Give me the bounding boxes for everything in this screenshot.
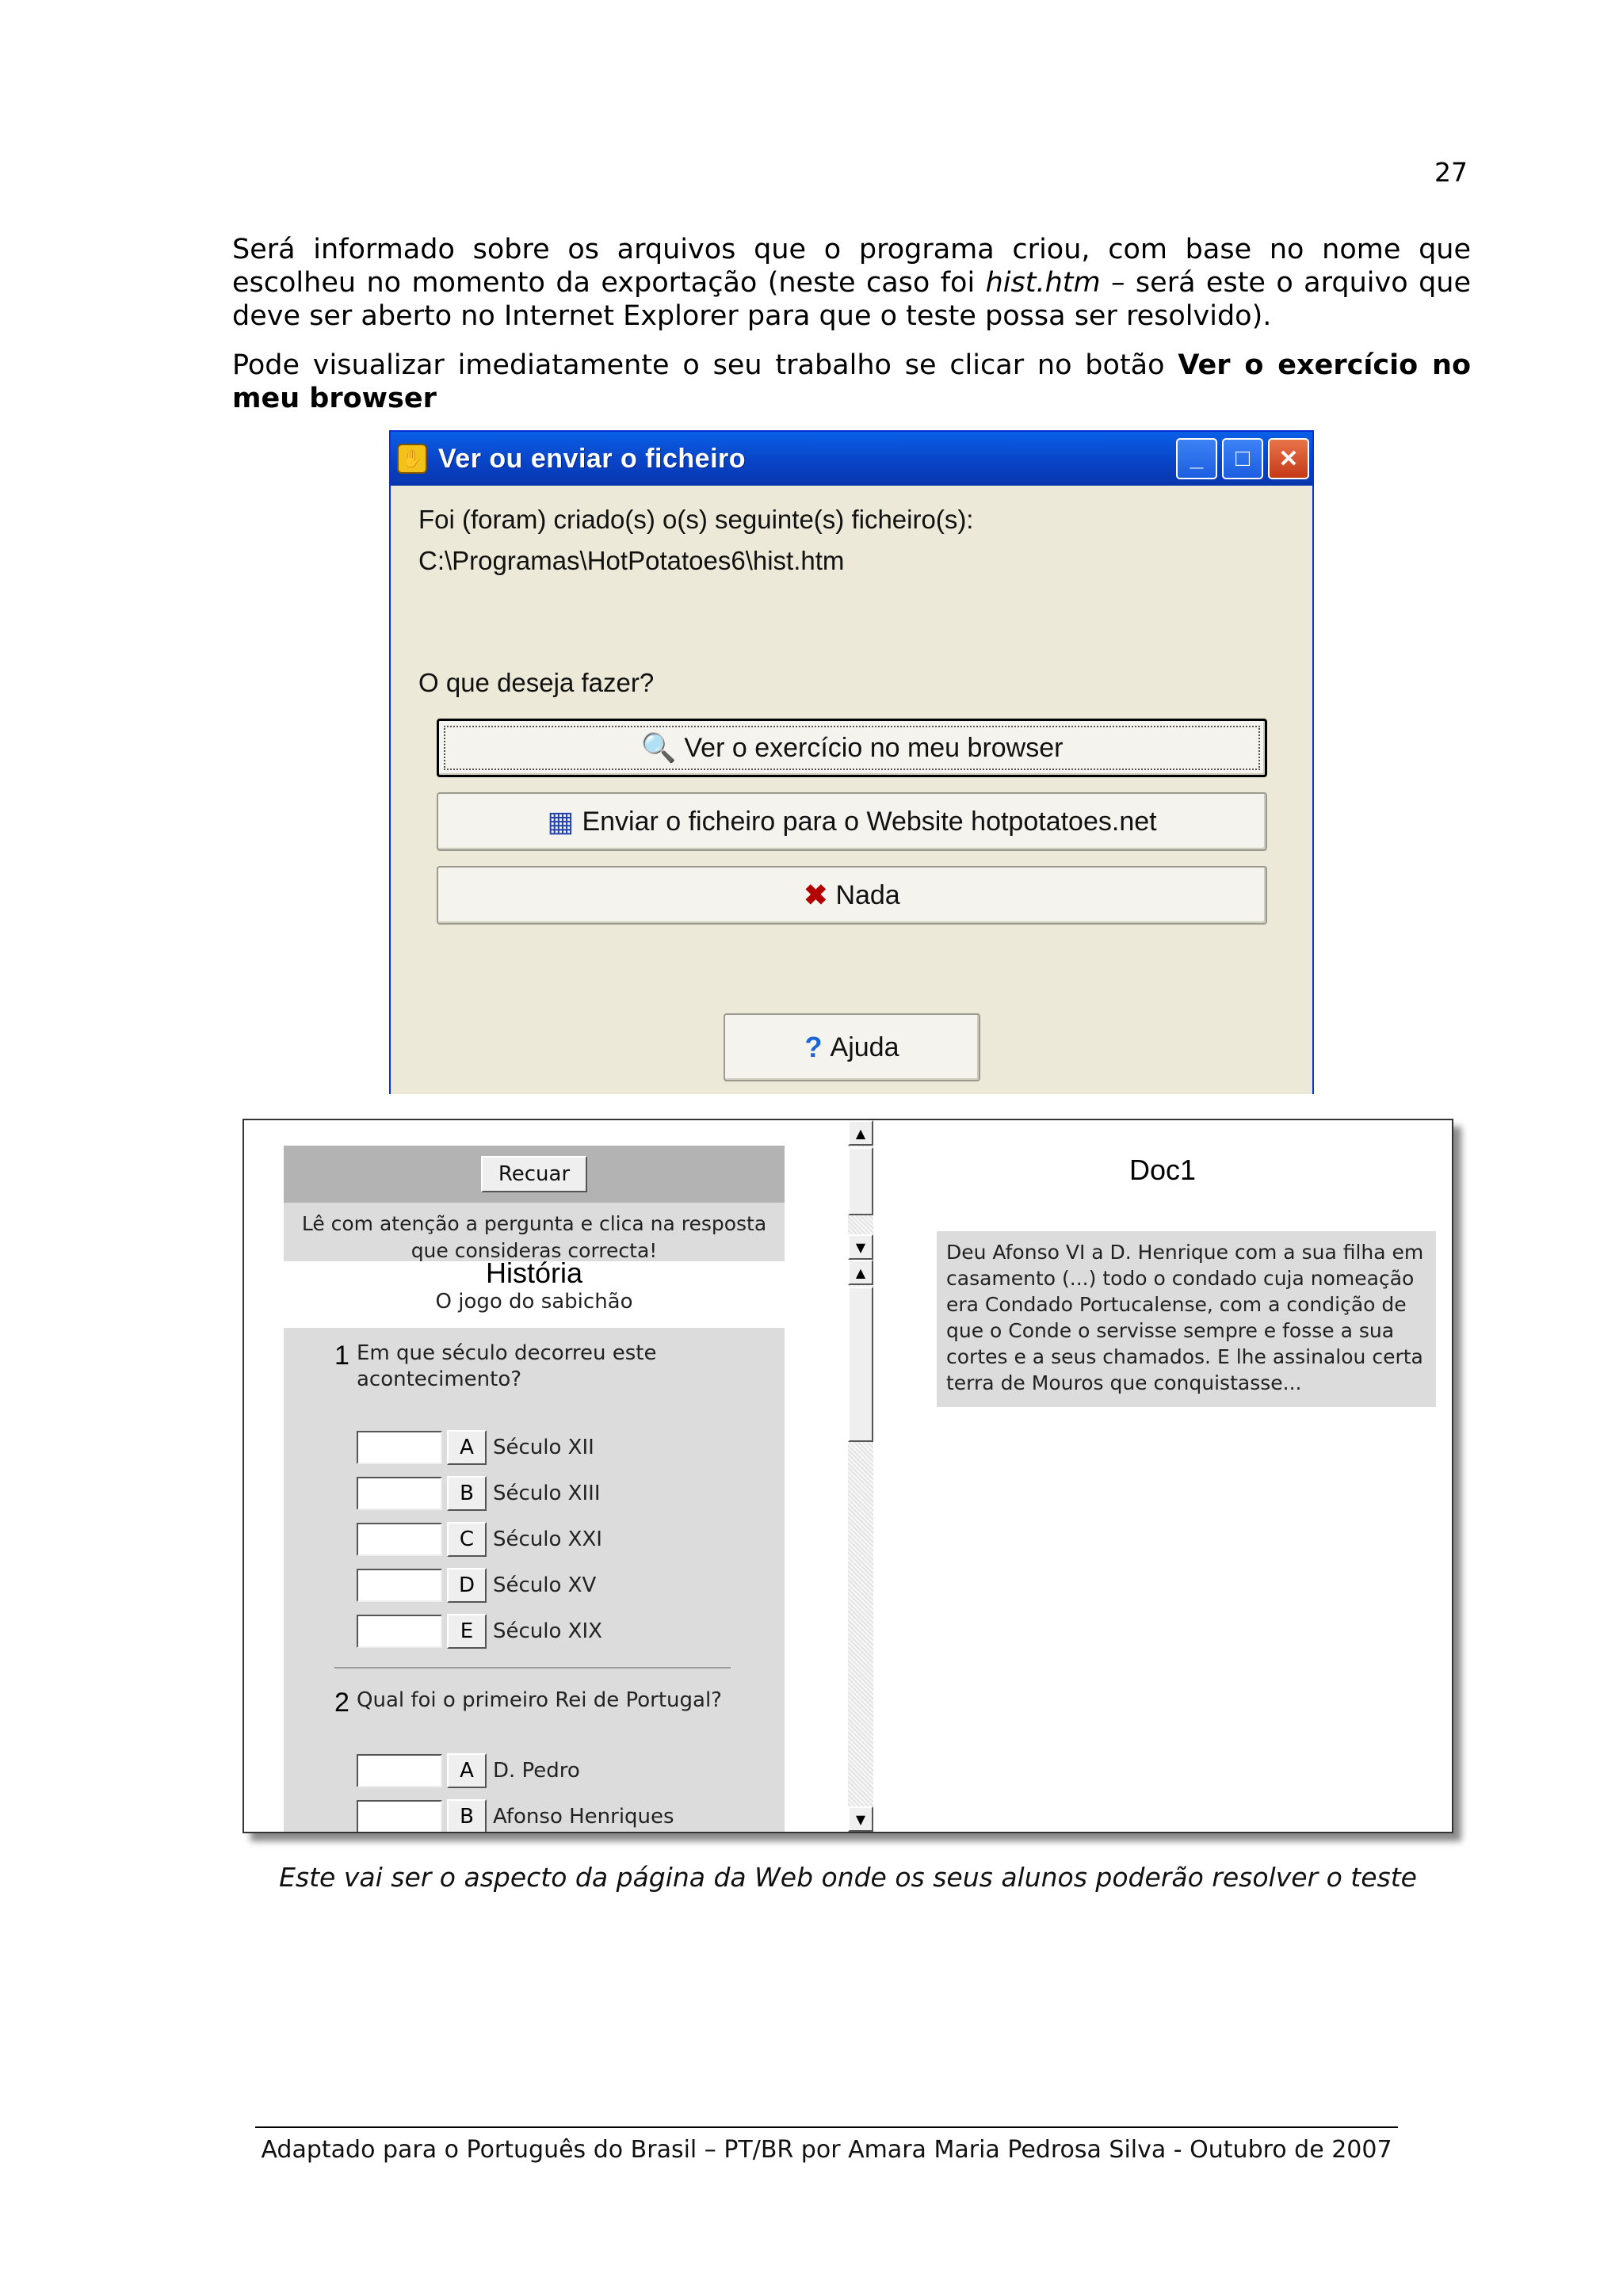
answer-text: D. Pedro <box>493 1759 580 1783</box>
scroll-thumb[interactable] <box>848 1147 873 1215</box>
answer-row <box>357 1429 594 1466</box>
document-text: Deu Afonso VI a D. Henrique com a sua filha em casamento (...) todo o condado cuja nomeação era Condado Portucalense, com a condição de que o Conde o servisse sempre e fosse a sua cortes e a seus chamados. E lhe assinalou certa terra de Mouros que conquistasse... <box>937 1231 1436 1407</box>
question-number: 2 <box>334 1688 349 1718</box>
quiz-browser-screenshot <box>242 1119 1453 1833</box>
question-text: Em que século decorreu este acontecimento? <box>357 1341 657 1391</box>
frame-scrollbar[interactable] <box>848 1120 873 1832</box>
quiz-title: História <box>485 1257 583 1289</box>
globe-upload-icon: ▦ <box>547 805 575 837</box>
quiz-navbar <box>284 1146 785 1203</box>
scroll-down-icon[interactable]: ▼ <box>848 1806 873 1832</box>
help-label: Ajuda <box>830 1032 899 1062</box>
answer-feedback-box <box>357 1800 442 1833</box>
upload-to-website-button[interactable] <box>437 792 1267 851</box>
answer-row <box>357 1475 600 1512</box>
questions-panel <box>284 1328 785 1833</box>
quiz-frame <box>244 1120 848 1832</box>
answer-text: Afonso Henriques <box>493 1805 674 1829</box>
window-controls <box>1176 438 1309 479</box>
scroll-up-icon[interactable]: ▲ <box>848 1260 873 1285</box>
button-name-bold: Ver o exercício no meu browser <box>232 349 1471 414</box>
question-divider <box>334 1667 731 1669</box>
answer-button[interactable]: A <box>447 1753 487 1788</box>
view-or-send-dialog <box>389 430 1314 1094</box>
answer-text: Século XIX <box>493 1619 602 1643</box>
created-file-path: C:\Programas\HotPotatoes6\hist.htm <box>418 546 845 575</box>
answer-feedback-box <box>357 1569 442 1602</box>
filename-italic: hist.htm <box>985 267 1101 299</box>
answer-feedback-box <box>357 1431 442 1464</box>
what-to-do-label: O que deseja fazer? <box>418 668 655 697</box>
page-footer: Adaptado para o Português do Brasil – PT/BR por Amara Maria Pedrosa Silva - Outubro de 2007 <box>261 2136 1392 2164</box>
answer-feedback-box <box>357 1615 442 1648</box>
document-frame <box>873 1120 1452 1832</box>
page-number: 27 <box>1434 157 1468 188</box>
answer-row <box>357 1567 596 1604</box>
question-mark-icon: ? <box>804 1031 823 1063</box>
figure-caption: Este vai ser o aspecto da página da Web onde os seus alunos poderão resolver o teste <box>279 1862 1417 1893</box>
dialog-title: Ver ou enviar o ficheiro <box>438 443 747 474</box>
nothing-button[interactable] <box>437 866 1267 925</box>
quiz-subtitle: O jogo do sabichão <box>435 1290 633 1314</box>
answer-text: Século XIII <box>493 1482 601 1505</box>
nothing-label: Nada <box>835 879 900 910</box>
view-in-browser-button[interactable] <box>437 719 1267 777</box>
answer-text: Século XXI <box>493 1527 602 1551</box>
back-button[interactable]: Recuar <box>481 1156 587 1192</box>
answer-button[interactable]: B <box>447 1476 487 1511</box>
maximize-icon[interactable]: □ <box>1222 438 1263 479</box>
quiz-instructions: Lê com atenção a pergunta e clica na resposta que consideras correcta! <box>284 1203 785 1261</box>
view-in-browser-label: Ver o exercício no meu browser <box>684 732 1064 763</box>
answer-row <box>357 1753 580 1789</box>
answer-feedback-box <box>357 1523 442 1556</box>
paragraph-view-exercise <box>232 349 1471 415</box>
help-button[interactable] <box>724 1013 980 1081</box>
paragraph-text: Será informado sobre os arquivos que o programa criou, com base no nome que escolheu no momento da exportação (neste caso foi <box>232 234 1471 299</box>
answer-row <box>357 1613 602 1650</box>
scroll-thumb[interactable] <box>848 1287 873 1442</box>
answer-button[interactable]: C <box>447 1522 487 1557</box>
answer-feedback-box <box>357 1477 442 1510</box>
magnifier-icon: 🔍 <box>640 731 677 764</box>
minimize-icon[interactable]: _ <box>1176 438 1217 479</box>
red-x-icon: ✖ <box>804 879 828 911</box>
paragraph-text: Pode visualizar imediatamente o seu trabalho se clicar no botão <box>232 349 1178 381</box>
dialog-titlebar <box>391 432 1312 486</box>
scroll-up-icon[interactable]: ▲ <box>848 1120 873 1146</box>
scroll-down-icon[interactable]: ▼ <box>848 1234 873 1260</box>
close-icon[interactable]: ✕ <box>1268 438 1309 479</box>
answer-button[interactable]: B <box>447 1799 487 1833</box>
question-number: 1 <box>334 1341 349 1371</box>
paragraph-exported-files <box>232 233 1471 333</box>
answer-feedback-box <box>357 1754 442 1787</box>
answer-button[interactable]: D <box>447 1568 487 1603</box>
answer-text: Século XII <box>493 1436 594 1459</box>
created-files-label: Foi (foram) criado(s) o(s) seguinte(s) ficheiro(s): <box>418 505 974 534</box>
hot-potato-icon: ✋ <box>397 444 427 474</box>
answer-row <box>357 1798 674 1833</box>
question-text: Qual foi o primeiro Rei de Portugal? <box>357 1688 722 1712</box>
answer-button[interactable]: A <box>447 1430 487 1465</box>
upload-to-website-label: Enviar o ficheiro para o Website hotpotatoes.net <box>582 806 1157 837</box>
paragraph-text: – será este o arquivo que deve ser aberto no Internet Explorer para que o teste possa ser resolvido). <box>232 267 1471 332</box>
footer-divider <box>255 2126 1398 2128</box>
answer-text: Século XV <box>493 1573 597 1597</box>
answer-button[interactable]: E <box>447 1614 487 1649</box>
document-title: Doc1 <box>1128 1154 1197 1186</box>
answer-row <box>357 1521 602 1558</box>
